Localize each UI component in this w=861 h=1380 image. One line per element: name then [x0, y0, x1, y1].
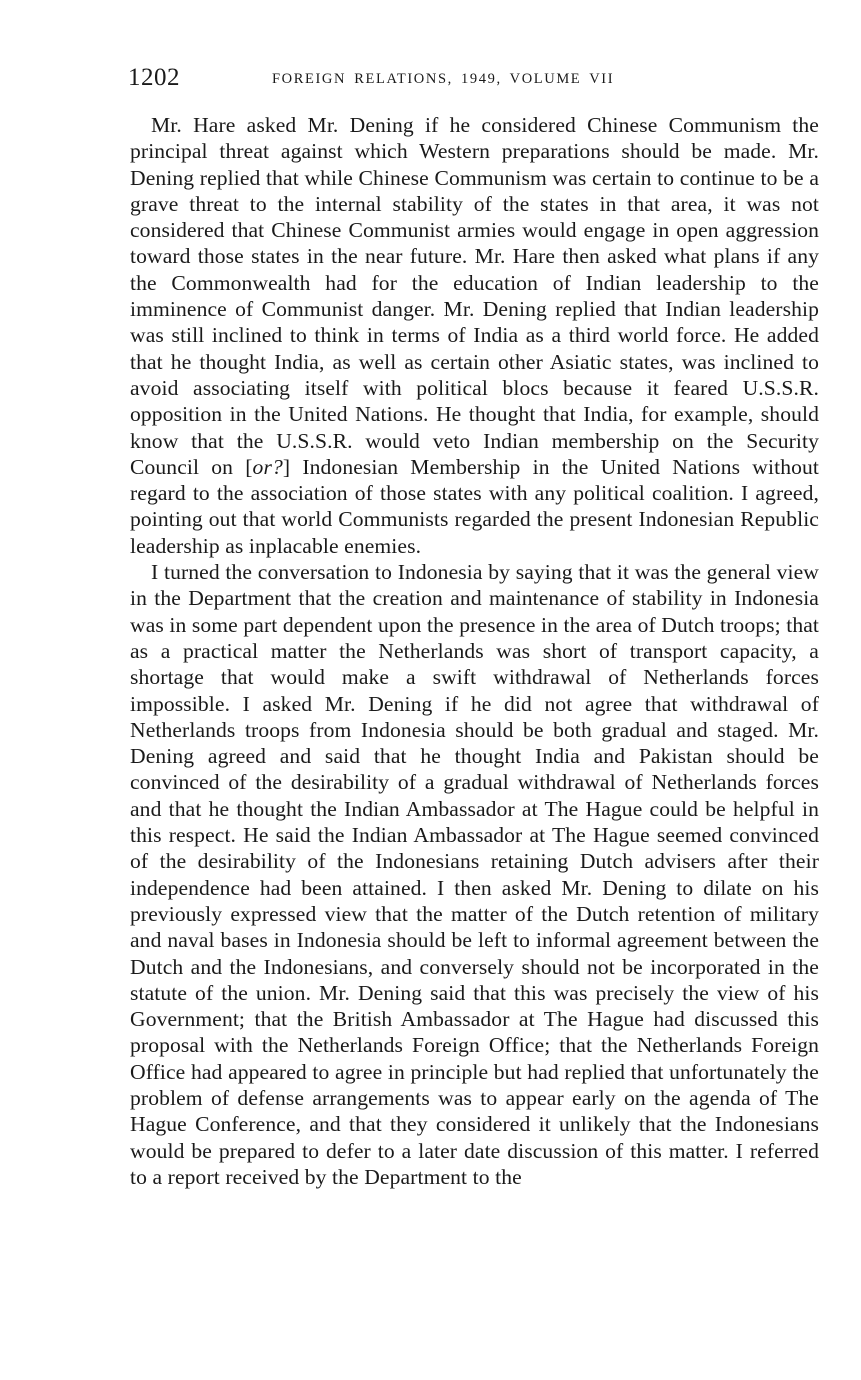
page-number: 1202: [128, 64, 180, 91]
editorial-insertion: or?: [252, 454, 283, 479]
paragraph-indonesia: I turned the conversation to Indonesia by saying that it was the general view in the Department that the creation and maintenance of stability in Indonesia was in some part dependent upon the presence in the area of Dutch troops; that as a practical matter the Netherlands was short of transport capacity, a shortage that would make a swift withdrawal of Netherlands forces impossible. I asked Mr. Dening if he did not agree that withdrawal of Netherlands troops from Indonesia should be both gradual and staged. Mr. Dening agreed and said that he thought India and Pakistan should be convinced of the desirability of a gradual withdrawal of Netherlands forces and that he thought the Indian Ambassador at The Hague could be helpful in this respect. He said the Indian Ambassador at The Hague seemed convinced of the desirability of the Indonesians retaining Dutch advisers after their independence had been attained. I then asked Mr. Dening to dilate on his previously expressed view that the matter of the Dutch retention of military and naval bases in Indonesia should be left to informal agreement between the Dutch and the Indonesians, and conversely should not be incorporated in the statute of the union. Mr. Dening said that this was precisely the view of his Government; that the British Ambassador at The Hague had discussed this proposal with the Netherlands Foreign Office; that the Netherlands Foreign Office had appeared to agree in principle but had replied that unfortunately the problem of defense arrangements was to appear early on the agenda of The Hague Conference, and that they considered it unlikely that the Indonesians would be prepared to defer to a later date discussion of this matter. I referred to a report received by the Department to the: [130, 560, 819, 1189]
body-text: [130, 112, 819, 1190]
running-head: FOREIGN RELATIONS, 1949, VOLUME VII: [272, 71, 615, 87]
paragraph-dening-communism: Mr. Hare asked Mr. Dening if he considered Chinese Communism the principal threat against which Western preparations should be made. Mr. Dening replied that while Chinese Communism was certain to continue to be a grave threat to the internal stability of the states in that area, it was not considered that Chinese Communist armies would engage in open aggression toward those states in the near future. Mr. Hare then asked what plans if any the Commonwealth had for the education of Indian leadership to the imminence of Communist danger. Mr. Dening replied that Indian leadership was still inclined to think in terms of India as a third world force. He added that he thought India, as well as certain other Asiatic states, was inclined to avoid associating itself with political blocs because it feared U.S.S.R. opposition in the United Nations. He thought that India, for example, should know that the U.S.S.R. would veto Indian membership on the Security Council on [or?] Indonesian Membership in the United Nations without regard to the association of those states with any political coalition. I agreed, pointing out that world Communists regarded the present Indonesian Republic leadership as inplacable enemies.: [130, 113, 819, 558]
page-header: [128, 64, 818, 98]
